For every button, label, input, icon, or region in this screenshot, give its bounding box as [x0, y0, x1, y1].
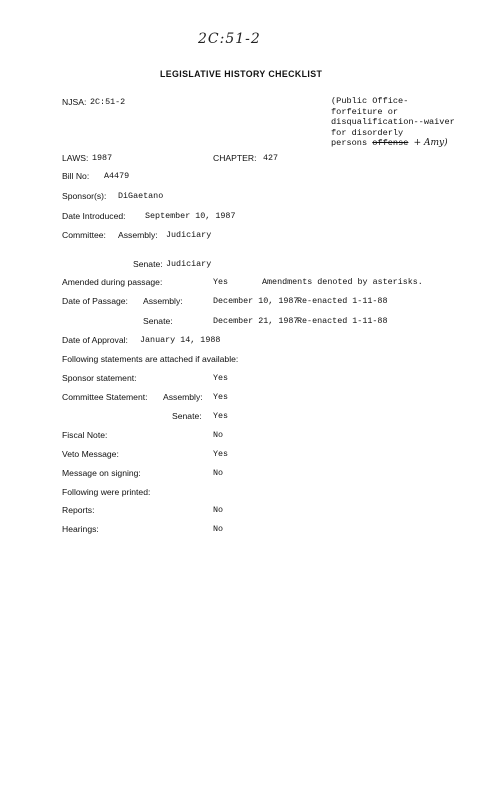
committee-statement-senate-value: Yes	[213, 411, 229, 421]
reports-value: No	[213, 505, 224, 515]
committee-senate-label: Senate:	[133, 259, 163, 269]
subject-note-prefix: persons	[331, 138, 368, 148]
subject-note-line: (Public Office-	[331, 96, 409, 106]
committee-assembly-label: Assembly:	[118, 230, 158, 240]
printed-heading: Following were printed:	[62, 487, 151, 497]
committee-label: Committee:	[62, 230, 106, 240]
committee-assembly-value: Judiciary	[166, 230, 212, 240]
committee-senate-value: Judiciary	[166, 259, 212, 269]
laws-label: LAWS:	[62, 153, 89, 163]
passage-label: Date of Passage:	[62, 296, 128, 306]
handwritten-amendment: + Amy)	[413, 138, 448, 148]
veto-message-value: Yes	[213, 449, 229, 459]
committee-statement-assembly-label: Assembly:	[163, 392, 203, 402]
amended-note: Amendments denoted by asterisks.	[262, 277, 423, 287]
page-title: LEGISLATIVE HISTORY CHECKLIST	[160, 69, 323, 79]
bill-label: Bill No:	[62, 171, 90, 181]
passage-senate-note: Re-enacted 1-11-88	[297, 316, 388, 326]
committee-statement-assembly-value: Yes	[213, 392, 229, 402]
handwritten-reference: 2C:51-2	[198, 31, 261, 47]
sponsor-value: DiGaetano	[118, 191, 164, 201]
chapter-value: 427	[263, 153, 279, 163]
committee-statement-senate-label: Senate:	[172, 411, 202, 421]
approval-value: January 14, 1988	[140, 335, 221, 345]
subject-note	[331, 96, 455, 149]
introduced-label: Date Introduced:	[62, 211, 126, 221]
veto-message-label: Veto Message:	[62, 449, 119, 459]
sponsor-statement-value: Yes	[213, 373, 229, 383]
sponsor-statement-label: Sponsor statement:	[62, 373, 137, 383]
subject-note-line: forfeiture or	[331, 106, 399, 117]
amended-value: Yes	[213, 277, 229, 287]
signing-message-value: No	[213, 468, 224, 478]
chapter-label: CHAPTER:	[213, 153, 257, 163]
passage-assembly-value: December 10, 1987	[213, 296, 299, 306]
hearings-value: No	[213, 524, 224, 534]
hearings-label: Hearings:	[62, 524, 99, 534]
fiscal-note-label: Fiscal Note:	[62, 430, 108, 440]
passage-assembly-note: Re-enacted 1-11-88	[297, 296, 388, 306]
struck-word: offense	[372, 138, 409, 148]
committee-statement-label: Committee Statement:	[62, 392, 148, 402]
signing-message-label: Message on signing:	[62, 468, 141, 478]
fiscal-note-value: No	[213, 430, 224, 440]
subject-note-line: disqualification--waiver	[331, 117, 455, 127]
passage-assembly-label: Assembly:	[143, 296, 183, 306]
subject-note-line: for disorderly	[331, 127, 404, 138]
reports-label: Reports:	[62, 505, 95, 515]
passage-senate-label: Senate:	[143, 316, 173, 326]
subject-note-line	[331, 138, 455, 149]
bill-value: A4479	[104, 171, 130, 181]
introduced-value: September 10, 1987	[145, 211, 236, 221]
attached-heading: Following statements are attached if available:	[62, 354, 239, 364]
passage-senate-value: December 21, 1987	[213, 316, 299, 326]
sponsor-label: Sponsor(s):	[62, 191, 107, 201]
amended-label: Amended during passage:	[62, 277, 163, 287]
laws-value: 1987	[92, 153, 113, 163]
njsa-label: NJSA:	[62, 97, 87, 107]
njsa-value: 2C:51-2	[90, 97, 126, 107]
approval-label: Date of Approval:	[62, 335, 128, 345]
